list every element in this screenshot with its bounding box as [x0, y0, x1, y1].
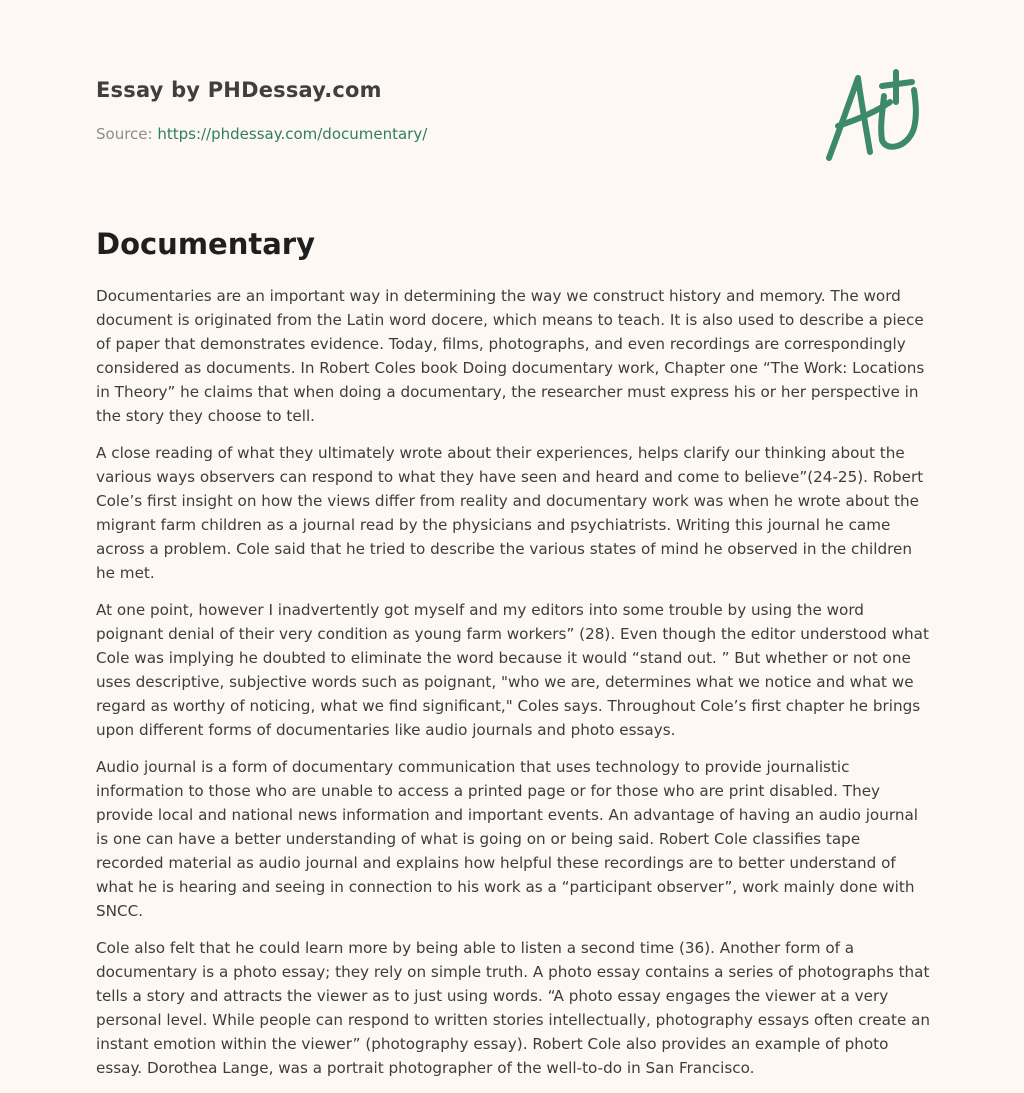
article-title: Documentary [96, 227, 316, 261]
source-label: Source: [96, 125, 158, 143]
paragraph: Audio journal is a form of documentary communication that uses technology to provide journalistic information to those who are unable to access a printed page or for those who are print disabled. They provide local and national news information and important events. An advantage of having an audio journal is one can have a better understanding of what is going on or being said. Robert Cole classifies tape recorded material as audio journal and explains how helpful these recordings are to better understand of what he is hearing and seeing in connection to his work as a “participant observer”, work mainly done with SNCC. [96, 758, 918, 920]
page-header [96, 76, 796, 144]
source-link[interactable]: https://phdessay.com/documentary/ [157, 125, 428, 143]
paragraph: A close reading of what they ultimately wrote about their experiences, helps clarify our thinking about the various ways observers can respond to what they have seen and heard and come to believe”(24-25). Robert Cole’s first insight on how the views differ from reality and documentary work was when he wrote about the migrant farm children as a journal read by the physicians and psychiatrists. Writing this journal he came across a problem. Cole said that he tried to describe the various states of mind he observed in the children he met. [96, 444, 924, 582]
site-brand: Essay by PHDessay.com [96, 78, 382, 102]
paragraph: Documentaries are an important way in determining the way we construct history and memory. The word document is originated from the Latin word docere, which means to teach. It is also used to describe a piece of paper that demonstrates evidence. Today, films, photographs, and even recordings are correspondingly considered as documents. In Robert Coles book Doing documentary work, Chapter one “The Work: Locations in Theory” he claims that when doing a documentary, the researcher must express his or her perspective in the story they choose to tell. [96, 287, 925, 425]
source-line [96, 124, 796, 144]
a-plus-icon [818, 66, 930, 166]
paragraph: Cole also felt that he could learn more by being able to listen a second time (36). Another form of a documentary is a photo essay; they rely on simple truth. A photo essay contains a series of photographs that tells a story and attracts the viewer as to just using words. “A photo essay engages the viewer at a very personal level. While people can respond to written stories intellectually, photography essays often create an instant emotion within the viewer” (photography essay). Robert Cole also provides an example of photo essay. Dorothea Lange, was a portrait photographer of the well-to-do in San Francisco. [96, 939, 931, 1077]
article-body [96, 284, 932, 1093]
paragraph: At one point, however I inadvertently got myself and my editors into some trouble by using the word poignant denial of their very condition as young farm workers” (28). Even though the editor understood what Cole was implying he doubted to eliminate the word because it would “stand out. ” But whether or not one uses descriptive, subjective words such as poignant, "who we are, determines what we notice and what we regard as worthy of noticing, what we find significant," Coles says. Throughout Cole’s first chapter he brings upon different forms of documentaries like audio journals and photo essays. [96, 601, 929, 739]
